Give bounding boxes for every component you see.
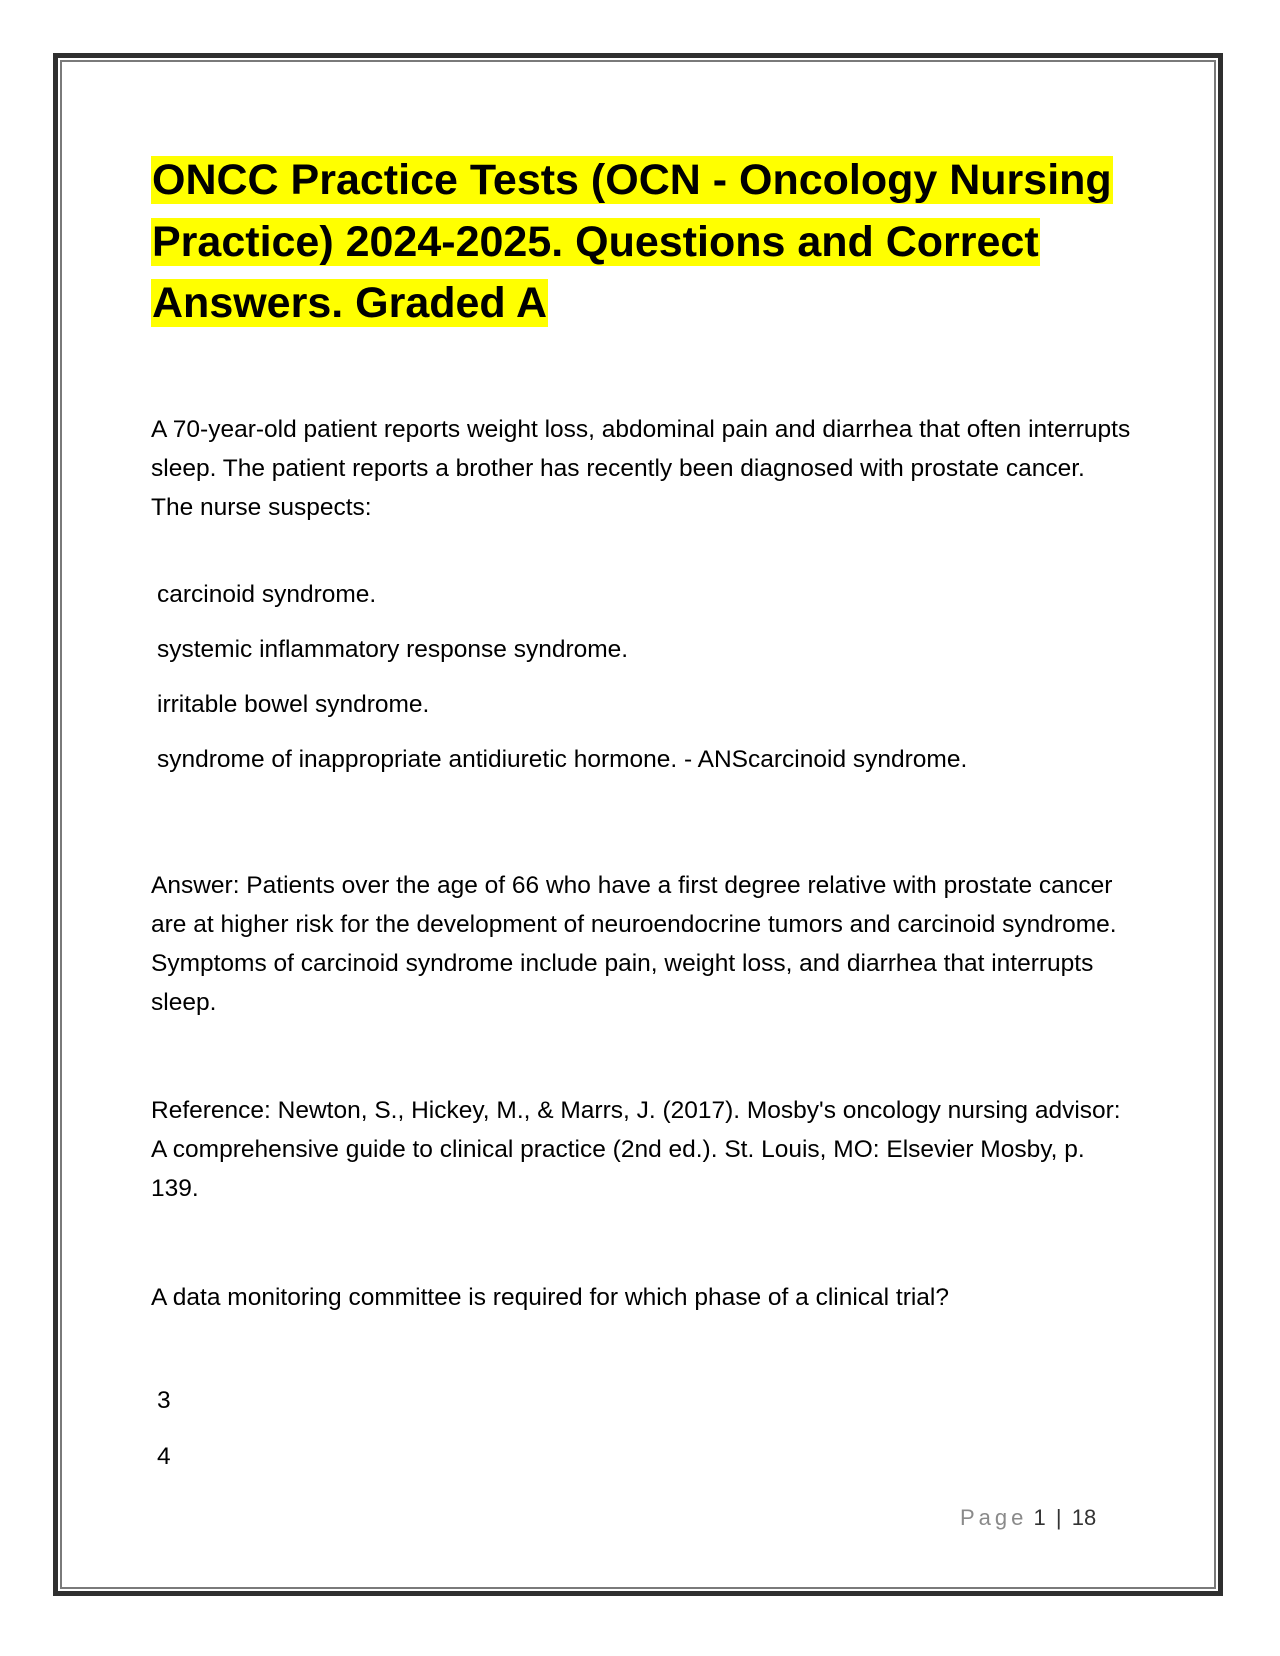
current-page-number: 1 bbox=[1033, 1505, 1046, 1530]
question-1-answer: Answer: Patients over the age of 66 who have a first degree relative with prostate cancer are at higher risk for the development of neuroendocrine tumors and carcinoid syndrome. Symptoms of carcinoid syndrome include pain, weight loss, and diarrhea that interrupts sleep. bbox=[151, 872, 1117, 1016]
title-line-2: Practice) 2024-2025. Questions and Correct bbox=[152, 217, 1039, 266]
question-1-options bbox=[157, 580, 967, 800]
title-line-1: ONCC Practice Tests (OCN - Oncology Nursing bbox=[152, 156, 1112, 204]
question-1-option: systemic inflammatory response syndrome. bbox=[157, 636, 629, 663]
title-line-3: Answers. Graded A bbox=[152, 279, 548, 327]
question-1-option: syndrome of inappropriate antidiuretic hormone. - ANScarcinoid syndrome. bbox=[157, 746, 968, 773]
document-title bbox=[151, 150, 1131, 335]
question-2-stem: A data monitoring committee is required for which phase of a clinical trial? bbox=[151, 1284, 949, 1311]
question-2-option: 3 bbox=[157, 1387, 171, 1414]
page-separator: | bbox=[1055, 1505, 1062, 1530]
document-content bbox=[151, 150, 1131, 1470]
question-2-option: 4 bbox=[157, 1443, 171, 1470]
question-1-option: irritable bowel syndrome. bbox=[157, 691, 430, 718]
question-2-options bbox=[157, 1386, 171, 1498]
total-pages: 18 bbox=[1071, 1505, 1097, 1530]
page-label: Page bbox=[960, 1505, 1028, 1530]
question-1-reference: Reference: Newton, S., Hickey, M., & Marrs, J. (2017). Mosby's oncology nursing advisor: A comprehensive guide to clinical practice (2nd ed.). St. Louis, MO: Elsevier Mosby, p. 139. bbox=[151, 1097, 1121, 1202]
question-1-stem: A 70-year-old patient reports weight loss, abdominal pain and diarrhea that often interrupts sleep. The patient reports a brother has recently been diagnosed with prostate cancer. The nurse suspects: bbox=[151, 416, 1131, 521]
question-1-option: carcinoid syndrome. bbox=[157, 581, 377, 608]
page-footer bbox=[960, 1503, 1096, 1533]
